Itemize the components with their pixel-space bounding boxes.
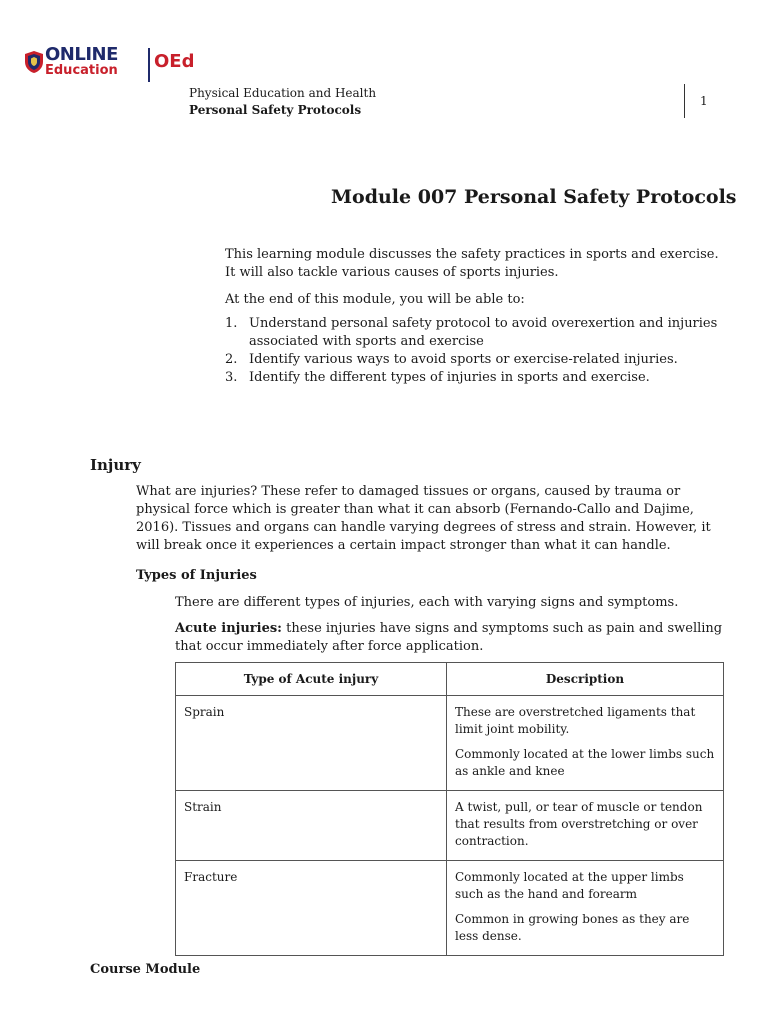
injury-description-cell <box>447 861 724 956</box>
objective-number: 3. <box>225 370 238 385</box>
description-line: Common in growing bones as they are less dense. <box>455 912 690 943</box>
objective-item <box>225 369 725 387</box>
objective-text: Identify the different types of injuries in sports and exercise. <box>249 370 650 385</box>
logo-online-text: ONLINE <box>45 44 118 65</box>
table-header-type: Type of Acute injury <box>176 663 447 696</box>
description-line: Commonly located at the lower limbs such as ankle and knee <box>455 747 715 778</box>
injury-type-cell: Sprain <box>176 696 447 791</box>
header-subject: Physical Education and Health <box>189 86 377 100</box>
acute-injuries-text: these injuries have signs and symptoms such as pain and swelling that occur immediately after force application. <box>175 621 723 654</box>
description-line: A twist, pull, or tear of muscle or tendon that results from overstretching or over contraction. <box>455 800 703 848</box>
logo-education-text: Education <box>45 63 118 78</box>
objective-text: Identify various ways to avoid sports or exercise-related injuries. <box>249 352 678 367</box>
objective-number: 1. <box>225 316 238 331</box>
objective-number: 2. <box>225 352 238 367</box>
table-header-row <box>176 663 724 696</box>
table-header-description: Description <box>447 663 724 696</box>
injury-type-cell: Strain <box>176 791 447 861</box>
logo-divider <box>148 48 150 82</box>
logo-oed-text: OEd <box>154 51 195 72</box>
acute-injury-table <box>175 662 724 956</box>
intro-paragraph: This learning module discusses the safety practices in sports and exercise. It will also tackle various causes of sports injuries. <box>225 247 719 280</box>
injury-type-cell: Fracture <box>176 861 447 956</box>
types-paragraph: There are different types of injuries, each with varying signs and symptoms. <box>175 595 679 610</box>
description-line: These are overstretched ligaments that limit joint mobility. <box>455 705 696 736</box>
online-education-logo <box>24 44 195 84</box>
objective-text: Understand personal safety protocol to avoid overexertion and injuries associated with sports and exercise <box>249 316 718 349</box>
injury-description-cell <box>447 696 724 791</box>
acute-injuries-label: Acute injuries: <box>175 621 282 636</box>
injury-paragraph: What are injuries? These refer to damaged tissues or organs, caused by trauma or physical force which is greater than what it can absorb (Fernando-Callo and Dajime, 2016). Tissues and organs can handle varying degrees of stress and strain. However, it will break once it experiences a certain impact stronger than what it can handle. <box>136 484 711 553</box>
injury-description-cell <box>447 791 724 861</box>
objective-item <box>225 351 725 369</box>
description-line: Commonly located at the upper limbs such as the hand and forearm <box>455 870 684 901</box>
objective-item <box>225 315 725 351</box>
table-row <box>176 861 724 956</box>
intro-lead: At the end of this module, you will be able to: <box>225 292 525 307</box>
page-number: 1 <box>700 94 708 108</box>
objectives-list <box>225 315 725 387</box>
acute-injuries-paragraph <box>175 620 725 656</box>
shield-logo-icon <box>24 50 44 74</box>
page-number-divider <box>684 84 685 118</box>
injury-heading: Injury <box>90 456 141 474</box>
footer-course-module: Course Module <box>90 962 201 977</box>
header-topic: Personal Safety Protocols <box>189 103 362 117</box>
types-heading: Types of Injuries <box>136 568 257 583</box>
table-row <box>176 696 724 791</box>
table-row <box>176 791 724 861</box>
page-title: Module 007 Personal Safety Protocols <box>331 186 737 208</box>
